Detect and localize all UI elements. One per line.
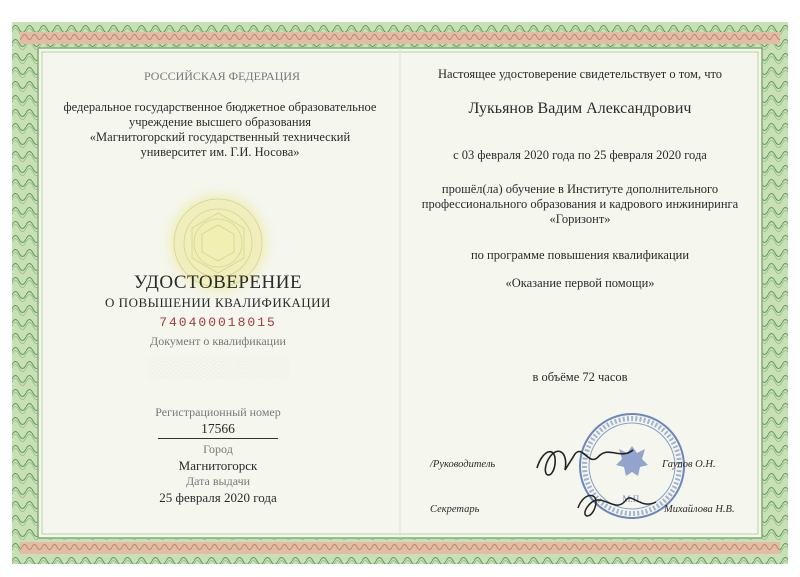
issue-date: 25 февраля 2020 года (159, 490, 277, 505)
hours-volume: в объёме 72 часов (532, 370, 628, 384)
training-text (410, 182, 750, 227)
secretary-label: Секретарь (430, 504, 480, 515)
city: Магнитогорск (178, 458, 258, 473)
reg-number-label: Регистрационный номер (155, 405, 281, 419)
program-label: по программе повышения квалификации (470, 248, 690, 262)
institution-line: федеральное государственное бюджетное образовательное (63, 100, 377, 114)
secretary-signature-image (572, 484, 662, 526)
study-period: с 03 февраля 2020 года по 25 февраля 2020 года (453, 148, 707, 162)
training-line: профессионального образования и кадрового инжиниринга (421, 197, 739, 211)
intro-text: Настоящее удостоверение свидетельствует о том, что (437, 67, 723, 81)
head-label: /Руководитель (430, 459, 496, 470)
institution-line: «Магнитогорский государственный технический (89, 130, 351, 144)
secretary-name: Михайлова Н.В. (664, 504, 735, 515)
city-label: Город (203, 442, 233, 456)
institution-name (50, 100, 390, 160)
certificate-frame (12, 22, 788, 564)
svg-text:░░░░░░░░░░: ░░░░░░░░░░ (147, 357, 289, 379)
holder-name: Лукьянов Вадим Александрович (468, 100, 692, 117)
doc-subtitle: О ПОВЫШЕНИИ КВАЛИФИКАЦИИ (105, 295, 331, 310)
head-name: Гаупов О.Н. (662, 459, 716, 470)
training-line: «Горизонт» (549, 212, 611, 226)
serial-number: 740400018015 (159, 315, 277, 330)
reg-number: 17566 (158, 421, 278, 439)
issue-date-label: Дата выдачи (185, 474, 251, 488)
doc-title: УДОСТОВЕРЕНИЕ (133, 272, 303, 293)
head-signature-image (529, 440, 639, 486)
country-label: РОССИЙСКАЯ ФЕДЕРАЦИЯ (143, 69, 301, 83)
institution-line: учреждение высшего образования (128, 115, 312, 129)
institution-line: университет им. Г.И. Носова» (140, 145, 300, 159)
program-name: «Оказание первой помощи» (505, 276, 655, 290)
training-line: прошёл(ла) обучение в Институте дополнительного (441, 182, 719, 196)
seal-mark: М.П. (622, 494, 642, 504)
doc-type: Документ о квалификации (150, 334, 286, 348)
